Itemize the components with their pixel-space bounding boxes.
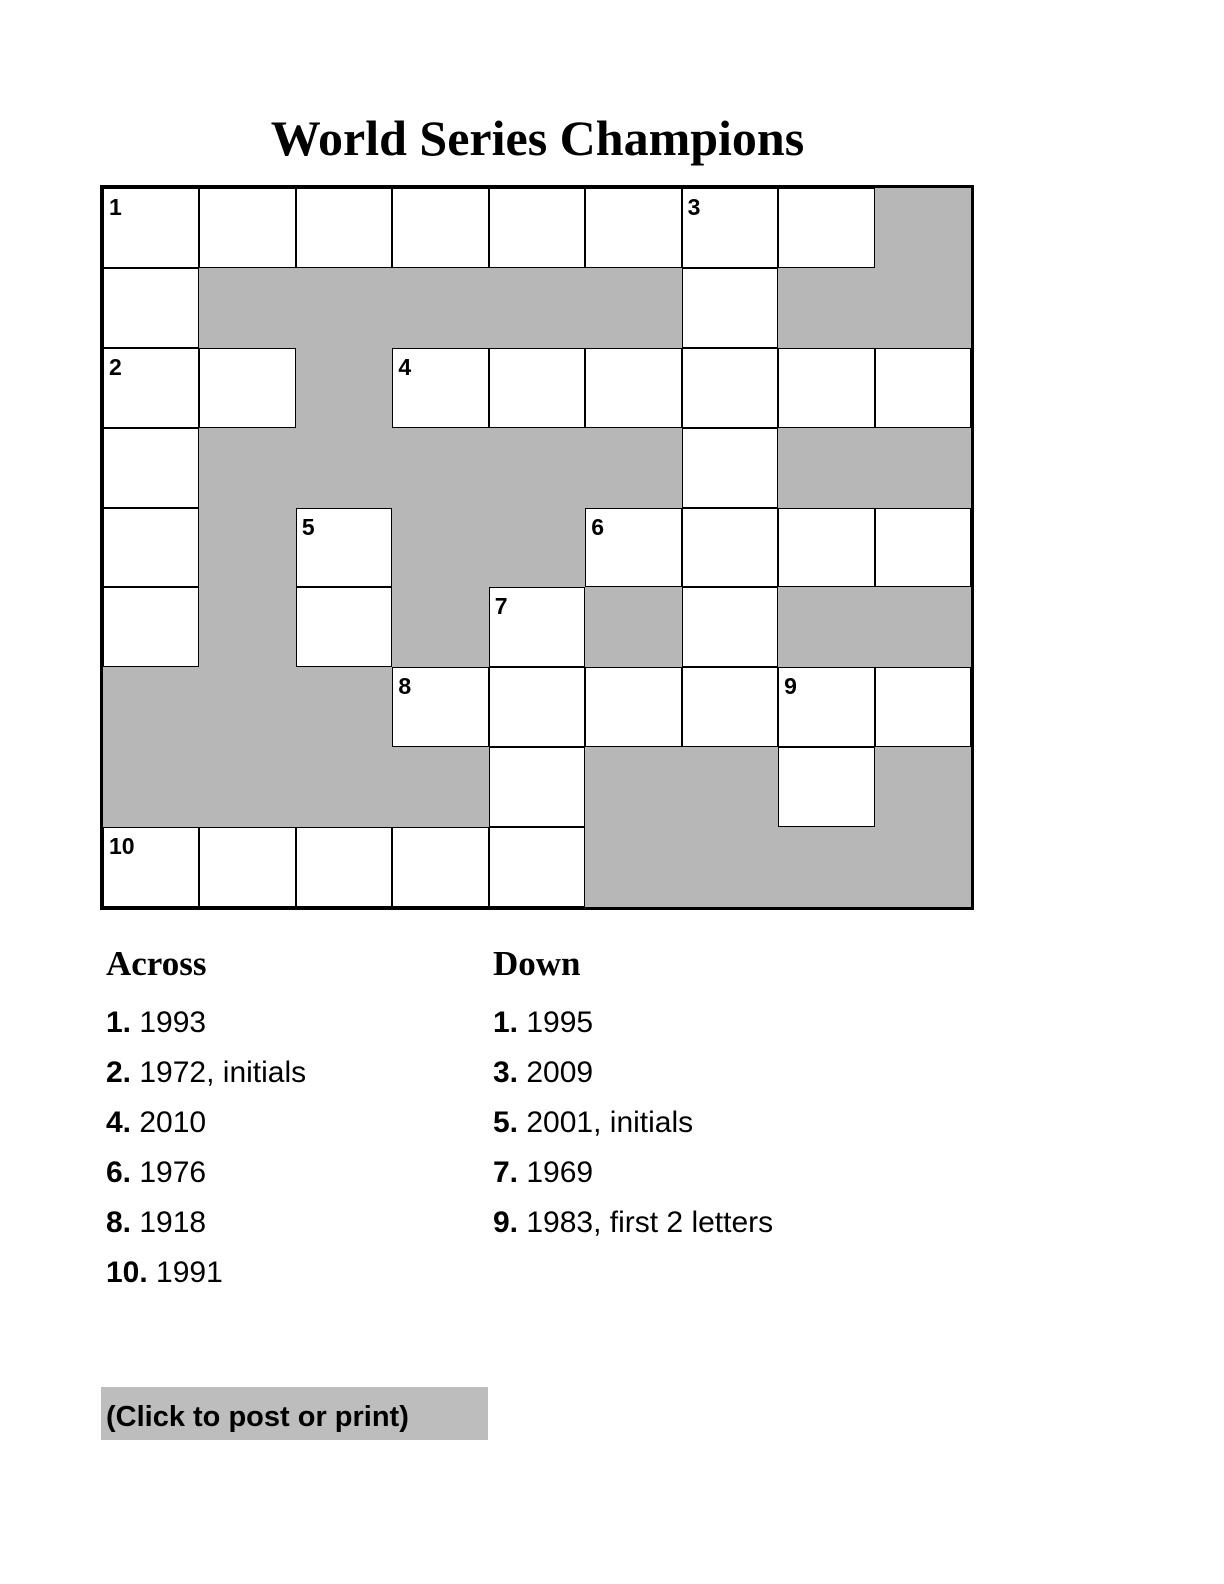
clue-number: 8 xyxy=(398,673,412,700)
clue-num: 1. xyxy=(106,1006,132,1039)
grid-block xyxy=(296,667,392,747)
grid-cell[interactable] xyxy=(103,428,199,508)
clue-number: 10 xyxy=(109,833,135,860)
grid-cell[interactable] xyxy=(296,508,392,588)
grid-block xyxy=(875,428,971,508)
across-clue xyxy=(106,998,306,1048)
grid-cell[interactable] xyxy=(875,667,971,747)
grid-cell[interactable] xyxy=(199,188,295,268)
across-clue xyxy=(106,1048,306,1098)
across-heading: Across xyxy=(106,944,207,983)
clue-num: 5. xyxy=(493,1106,519,1139)
grid-block xyxy=(199,268,295,348)
grid-cell[interactable] xyxy=(392,348,488,428)
grid-cell[interactable] xyxy=(875,508,971,588)
clue-number: 5 xyxy=(301,513,315,540)
grid-block xyxy=(296,747,392,827)
grid-block xyxy=(296,268,392,348)
grid-block xyxy=(585,268,681,348)
clue-number: 7 xyxy=(494,593,508,620)
clue-number: 4 xyxy=(398,353,412,380)
clue-text: 1993 xyxy=(131,1006,207,1039)
grid-block xyxy=(489,508,585,588)
clue-text: 1995 xyxy=(518,1006,594,1039)
grid-block xyxy=(489,428,585,508)
grid-block xyxy=(585,587,681,667)
clue-number: 3 xyxy=(687,194,701,220)
grid-cell[interactable] xyxy=(199,348,295,428)
grid-cell[interactable] xyxy=(489,827,585,907)
clue-number: 9 xyxy=(784,673,797,700)
grid-cell[interactable] xyxy=(682,268,778,348)
clue-num: 8. xyxy=(106,1206,132,1239)
grid-block xyxy=(103,747,199,827)
grid-cell[interactable] xyxy=(296,587,392,667)
clue-num: 1. xyxy=(493,1006,519,1039)
grid-cell[interactable] xyxy=(682,348,778,428)
grid-cell[interactable] xyxy=(585,348,681,428)
grid-cell[interactable] xyxy=(103,268,199,348)
grid-block xyxy=(875,188,971,268)
grid-block xyxy=(199,508,295,588)
grid-cell[interactable] xyxy=(103,827,199,907)
clue-text: 1991 xyxy=(147,1256,223,1289)
clue-text: 1972, initials xyxy=(131,1056,307,1089)
grid-cell[interactable] xyxy=(682,428,778,508)
clue-text: 2001, initials xyxy=(518,1106,694,1139)
grid-cell[interactable] xyxy=(103,508,199,588)
grid-cell[interactable] xyxy=(778,188,874,268)
grid-cell[interactable] xyxy=(585,667,681,747)
grid-block xyxy=(199,587,295,667)
grid-block xyxy=(778,428,874,508)
clue-num: 10. xyxy=(106,1256,148,1289)
grid-cell[interactable] xyxy=(103,587,199,667)
grid-block xyxy=(778,268,874,348)
clue-num: 7. xyxy=(493,1156,519,1189)
across-clue xyxy=(106,1148,306,1198)
clue-num: 3. xyxy=(493,1056,519,1089)
grid-block xyxy=(875,827,971,907)
grid-block xyxy=(875,747,971,827)
grid-cell[interactable] xyxy=(489,188,585,268)
grid-cell[interactable] xyxy=(778,747,874,827)
grid-cell[interactable] xyxy=(103,188,199,268)
clue-text: 1983, first 2 letters xyxy=(518,1206,774,1239)
grid-block xyxy=(392,747,488,827)
grid-cell[interactable] xyxy=(682,188,778,268)
grid-block xyxy=(682,747,778,827)
clue-text: 1976 xyxy=(131,1156,207,1189)
grid-block xyxy=(778,587,874,667)
down-clue xyxy=(493,1098,773,1148)
clue-num: 4. xyxy=(106,1106,132,1139)
grid-cell[interactable] xyxy=(585,508,681,588)
grid-block xyxy=(296,428,392,508)
clue-text: 2010 xyxy=(131,1106,207,1139)
grid-cell[interactable] xyxy=(103,348,199,428)
grid-cell[interactable] xyxy=(392,188,488,268)
grid-block xyxy=(875,268,971,348)
grid-block xyxy=(392,268,488,348)
grid-cell[interactable] xyxy=(489,348,585,428)
clue-number: 1 xyxy=(109,194,122,220)
grid-cell[interactable] xyxy=(489,667,585,747)
down-clue xyxy=(493,1148,773,1198)
grid-cell[interactable] xyxy=(682,587,778,667)
grid-cell[interactable] xyxy=(778,508,874,588)
grid-cell[interactable] xyxy=(296,188,392,268)
grid-block xyxy=(585,747,681,827)
clue-text: 1918 xyxy=(131,1206,207,1239)
clue-num: 2. xyxy=(106,1056,132,1089)
clue-number: 2 xyxy=(109,353,122,380)
across-clue xyxy=(106,1248,306,1298)
grid-cell[interactable] xyxy=(682,508,778,588)
down-clue xyxy=(493,998,773,1048)
clue-num: 6. xyxy=(106,1156,132,1189)
clue-text: 2009 xyxy=(518,1056,594,1089)
grid-cell[interactable] xyxy=(489,587,585,667)
across-clue xyxy=(106,1198,306,1248)
grid-block xyxy=(392,428,488,508)
grid-block xyxy=(392,587,488,667)
grid-cell[interactable] xyxy=(199,827,295,907)
post-or-print-button[interactable]: (Click to post or print) xyxy=(101,1387,488,1440)
clue-num: 9. xyxy=(493,1206,519,1239)
down-clue xyxy=(493,1048,773,1098)
grid-block xyxy=(199,428,295,508)
grid-cell[interactable] xyxy=(296,827,392,907)
grid-cell[interactable] xyxy=(778,667,874,747)
grid-cell[interactable] xyxy=(585,188,681,268)
grid-cell[interactable] xyxy=(875,348,971,428)
down-heading: Down xyxy=(493,944,581,983)
grid-block xyxy=(585,428,681,508)
across-clues xyxy=(106,940,306,1298)
grid-cell[interactable] xyxy=(392,827,488,907)
grid-block xyxy=(199,747,295,827)
grid-block xyxy=(778,827,874,907)
grid-cell[interactable] xyxy=(392,667,488,747)
grid-block xyxy=(103,667,199,747)
grid-cell[interactable] xyxy=(778,348,874,428)
clue-text: 1969 xyxy=(518,1156,594,1189)
down-clues xyxy=(493,940,773,1248)
down-clue xyxy=(493,1198,773,1248)
across-clue xyxy=(106,1098,306,1148)
clue-number: 6 xyxy=(591,513,605,540)
grid-block xyxy=(682,827,778,907)
grid-cell[interactable] xyxy=(489,747,585,827)
grid-cell[interactable] xyxy=(682,667,778,747)
grid-block xyxy=(489,268,585,348)
grid-block xyxy=(392,508,488,588)
crossword-grid xyxy=(100,185,974,910)
grid-block xyxy=(296,348,392,428)
grid-block xyxy=(199,667,295,747)
grid-block xyxy=(585,827,681,907)
page-title: World Series Champions xyxy=(270,110,805,166)
grid-block xyxy=(875,587,971,667)
